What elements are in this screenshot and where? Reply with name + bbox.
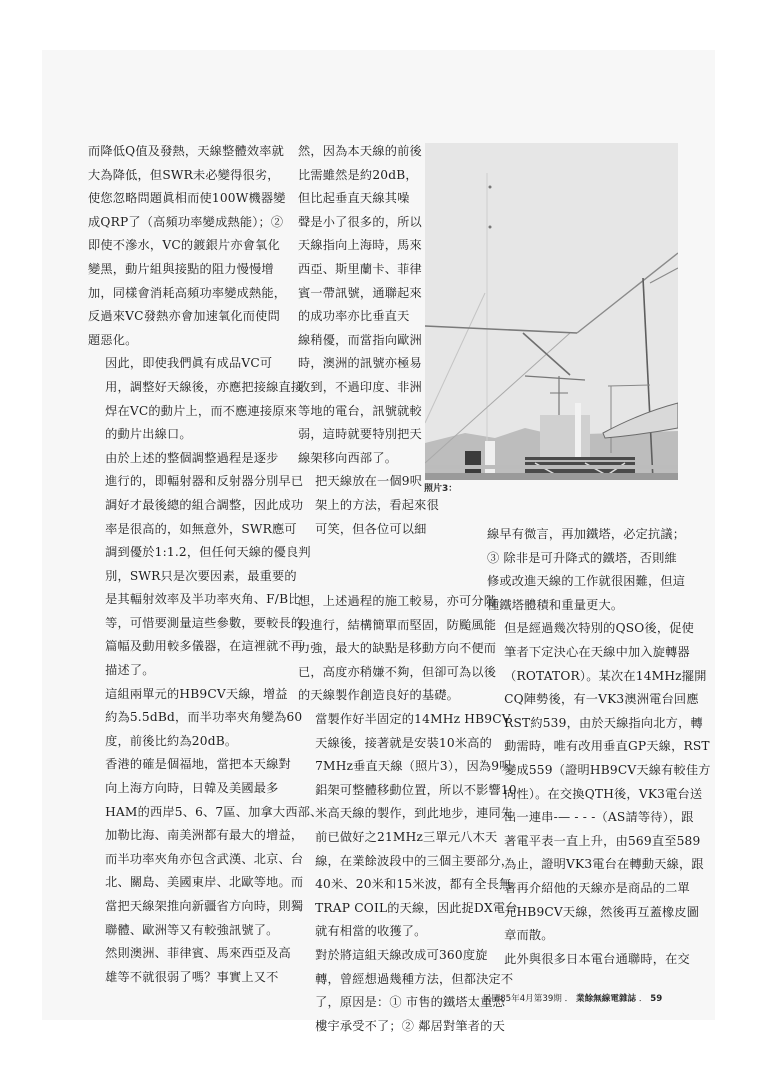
text-line: 別，SWR只是次要因素，最重要的 (105, 568, 297, 583)
text-line: 40米、20米和15米波，都有全長無 (315, 877, 512, 892)
page-number: 59 (650, 994, 663, 1004)
text-line: 轉，曾經想過幾種方法，但都決定不 (315, 971, 514, 986)
text-line: 而降低Q值及發熱，天線整體效率就 (88, 144, 285, 158)
text-line: 當把天線架推向新疆省方向時，則獨 (105, 899, 304, 913)
text-line: 時，澳洲的訊號亦極易 (298, 356, 422, 371)
text-line: 篇幅及動用較多儀器，在這裡就不再 (105, 639, 304, 654)
text-line: 著再介紹他的天線亦是商品的二單 (504, 880, 690, 895)
paragraph (88, 352, 304, 446)
text-line: 架上的方法，看起來很 (315, 497, 439, 512)
text-line: 向上海方向時，日韓及美國最多 (105, 781, 279, 796)
text-line: 進行的，即輻射器和反射器分別早已 (105, 474, 304, 489)
text-line: 種鐵塔體積和重量更大。 (487, 597, 624, 612)
text-line: 對於將這組天線改成可360度旋 (315, 947, 488, 962)
text-line: 是其輻射效率及半功率夾角、F/B比 (105, 592, 301, 607)
text-line: 但比起垂直天線其噪 (298, 191, 410, 206)
text-line: 約為5.5dBd，而半功率夾角變為60 (105, 710, 303, 725)
text-line: 反過來VC發熱亦會加速氧化而使問 (88, 309, 280, 324)
text-column-1 (88, 140, 323, 989)
text-line: 想，上述過程的施工較易，亦可分階 (298, 594, 497, 608)
text-line: 的成功率亦比垂直天 (298, 309, 410, 324)
text-line: 然，因為本天線的前後 (298, 144, 422, 158)
text-line: 前已做好之21MHz三單元八木天 (315, 829, 498, 844)
text-line: 筆者下定決心在天線中加入旋轉器 (504, 644, 690, 659)
text-line: 度，前後比約為20dB。 (105, 733, 238, 748)
text-line: ③ 除非是可升降式的鐵塔，否則維 (487, 550, 677, 565)
paragraph (88, 753, 323, 942)
text-line: 段進行，結構簡單而堅固，防颱風能 (298, 617, 497, 632)
text-line: 因此，即使我們眞有成品VC可 (105, 356, 273, 371)
text-line: 把天線放在一個9呎 (315, 474, 423, 489)
text-line: 題惡化。 (88, 332, 138, 347)
text-line: 當製作好半固定的14MHz HB9CV (315, 711, 511, 726)
paragraph (88, 942, 291, 989)
text-line: 元HB9CV天線，然後再互蓋橡皮圖 (504, 904, 700, 919)
text-line: 調好才最後總的組合調整，因此成功 (105, 497, 304, 512)
text-line: 比需雖然是約20dB， (298, 167, 418, 182)
footer-separator: ． (564, 994, 574, 1004)
text-line: 就有相當的收獲了。 (315, 924, 427, 939)
text-line: 米高天線的製作，到此地步，連同先 (315, 806, 514, 821)
page-footer (483, 992, 662, 1004)
footer-issue: 民國85年4月第39期 (483, 994, 562, 1004)
text-line: RST約539，由於天線指向北方，轉 (504, 715, 703, 730)
text-line: 雄等不就很弱了嗎？事實上又不 (105, 969, 279, 984)
text-line: 已，高度亦稍嫌不夠，但卻可為以後 (298, 664, 497, 679)
text-line: 即使不滲水，VC的鍍銀片亦會氧化 (88, 238, 280, 253)
paragraph (88, 447, 311, 683)
text-line: 7MHz垂直天線（照片3），因為9呎 (315, 759, 512, 774)
text-line: 而半功率夾角亦包含武漢、北京、台 (105, 851, 304, 866)
text-line: 此外與很多日本電台通聯時，在交 (504, 951, 690, 966)
footer-magazine-title: 業餘無線電雜誌 (575, 994, 637, 1004)
text-line: 著電平表一直上升，由569直至589 (504, 833, 701, 848)
text-line: 調到優於1:1.2，但任何天線的優良判 (105, 545, 311, 560)
text-line: 西亞、斯里蘭卡、菲律 (298, 261, 422, 276)
text-line: 力強，最大的缺點是移動方向不便而 (298, 641, 497, 656)
paragraph (487, 948, 690, 972)
text-line: 章而散。 (504, 928, 554, 943)
text-line: 出一連串-— - - -（AS請等待），跟 (504, 810, 694, 825)
photo-antenna-rooftop-icon (425, 143, 678, 480)
text-line: 變黑，動片組與接點的阻力慢慢增 (88, 261, 274, 276)
text-line: 動需時，唯有改用垂直GP天線，RST (504, 739, 710, 754)
text-line: 的動片出線口。 (105, 427, 192, 442)
text-line: 修或改進天線的工作就很困難，但這 (487, 574, 686, 589)
text-column-2-top (298, 140, 439, 541)
paragraph (298, 708, 518, 944)
text-line: 香港的確是個福地，當把本天線對 (105, 757, 291, 772)
text-line: 鋁架可整體移動位置，所以不影響10 (315, 782, 517, 797)
text-line: 樓宇承受不了；② 鄰居對筆者的天 (315, 1018, 505, 1033)
text-line: TRAP COIL的天線，因此捉DX電台 (315, 900, 518, 915)
text-line: 弱，這時就要特別把天 (298, 427, 422, 442)
photo-caption: 照片3： (424, 484, 458, 494)
text-line: 收到，不過印度、非洲 (298, 379, 422, 394)
text-line: 這組兩單元的HB9CV天線，增益 (105, 686, 288, 701)
paragraph (298, 590, 497, 708)
text-line: 用，調整好天線後，亦應把接線直接 (105, 379, 304, 394)
text-line: 線架移向西部了。 (298, 450, 398, 465)
antenna-photo (425, 143, 678, 480)
paragraph (298, 470, 439, 541)
text-line: 線稍優，而當指向歐洲 (298, 332, 422, 347)
text-line: 等地的電台，訊號就較 (298, 403, 422, 418)
text-line: 然則澳洲、菲律賓、馬來西亞及高 (105, 946, 291, 961)
text-line: 線，在業餘波段中的三個主要部分， (315, 853, 514, 868)
paragraph (88, 683, 303, 754)
text-line: 焊在VC的動片上，而不應連接原來 (105, 403, 298, 418)
text-line: 賓一帶訊號，通聯起來 (298, 285, 422, 300)
footer-separator: ． (638, 994, 648, 1004)
paragraph (88, 140, 287, 352)
text-line: 成QRP了（高頻功率變成熱能）；② (88, 214, 284, 229)
paragraph (487, 523, 686, 617)
text-line: 率是很高的，如無意外，SWR應可 (105, 521, 297, 536)
text-line: 加，同樣會消耗高頻功率變成熱能， (88, 285, 287, 300)
text-line: HAM的西岸5、6、7區、加拿大西部、 (105, 804, 323, 819)
text-column-3 (487, 523, 711, 971)
text-line: 了，原因是：① 市售的鐵塔太重恐 (315, 995, 505, 1010)
text-line: 由於上述的整個調整過程是逐步 (105, 450, 279, 465)
text-line: 但是經過幾次特別的QSO後，促使 (504, 621, 695, 636)
text-line: 天線指向上海時，馬來 (298, 238, 422, 253)
text-line: 使您忽略問題眞相而使100W機器變 (88, 191, 286, 206)
text-line: 變成559（證明HB9CV天線有較佳方 (504, 762, 711, 777)
text-line: 大為降低，但SWR未必變得很劣， (88, 167, 280, 182)
text-line: 向性）。在交換QTH後，VK3電台送 (504, 786, 703, 801)
text-line: 北、關島、美國東岸、北歐等地。而 (105, 875, 304, 890)
paragraph (298, 944, 514, 1038)
text-line: 等，可惜要測量這些參數，要較長的 (105, 615, 304, 630)
text-line: 的天線製作創造良好的基礎。 (298, 688, 460, 703)
text-column-2-bottom (298, 590, 518, 1038)
text-line: 描述了。 (105, 663, 155, 678)
text-line: 線早有微言，再加鐵塔，必定抗議； (487, 527, 686, 541)
text-line: 加勒比海、南美洲都有最大的增益， (105, 828, 304, 843)
text-line: 天線後，接著就是安裝10米高的 (315, 735, 493, 750)
paragraph (487, 617, 711, 947)
text-line: 為止，證明VK3電台在轉動天線，跟 (504, 857, 704, 872)
text-line: 可笑，但各位可以細 (315, 521, 427, 536)
text-line: （ROTATOR）。某次在14MHz擺開 (504, 668, 707, 683)
text-line: 聲是小了很多的，所以 (298, 214, 422, 229)
text-line: CQ陣勢後，有一VK3澳洲電台回應 (504, 692, 699, 707)
paragraph (298, 140, 422, 470)
text-line: 聯體、歐洲等又有較強訊號了。 (105, 922, 279, 937)
